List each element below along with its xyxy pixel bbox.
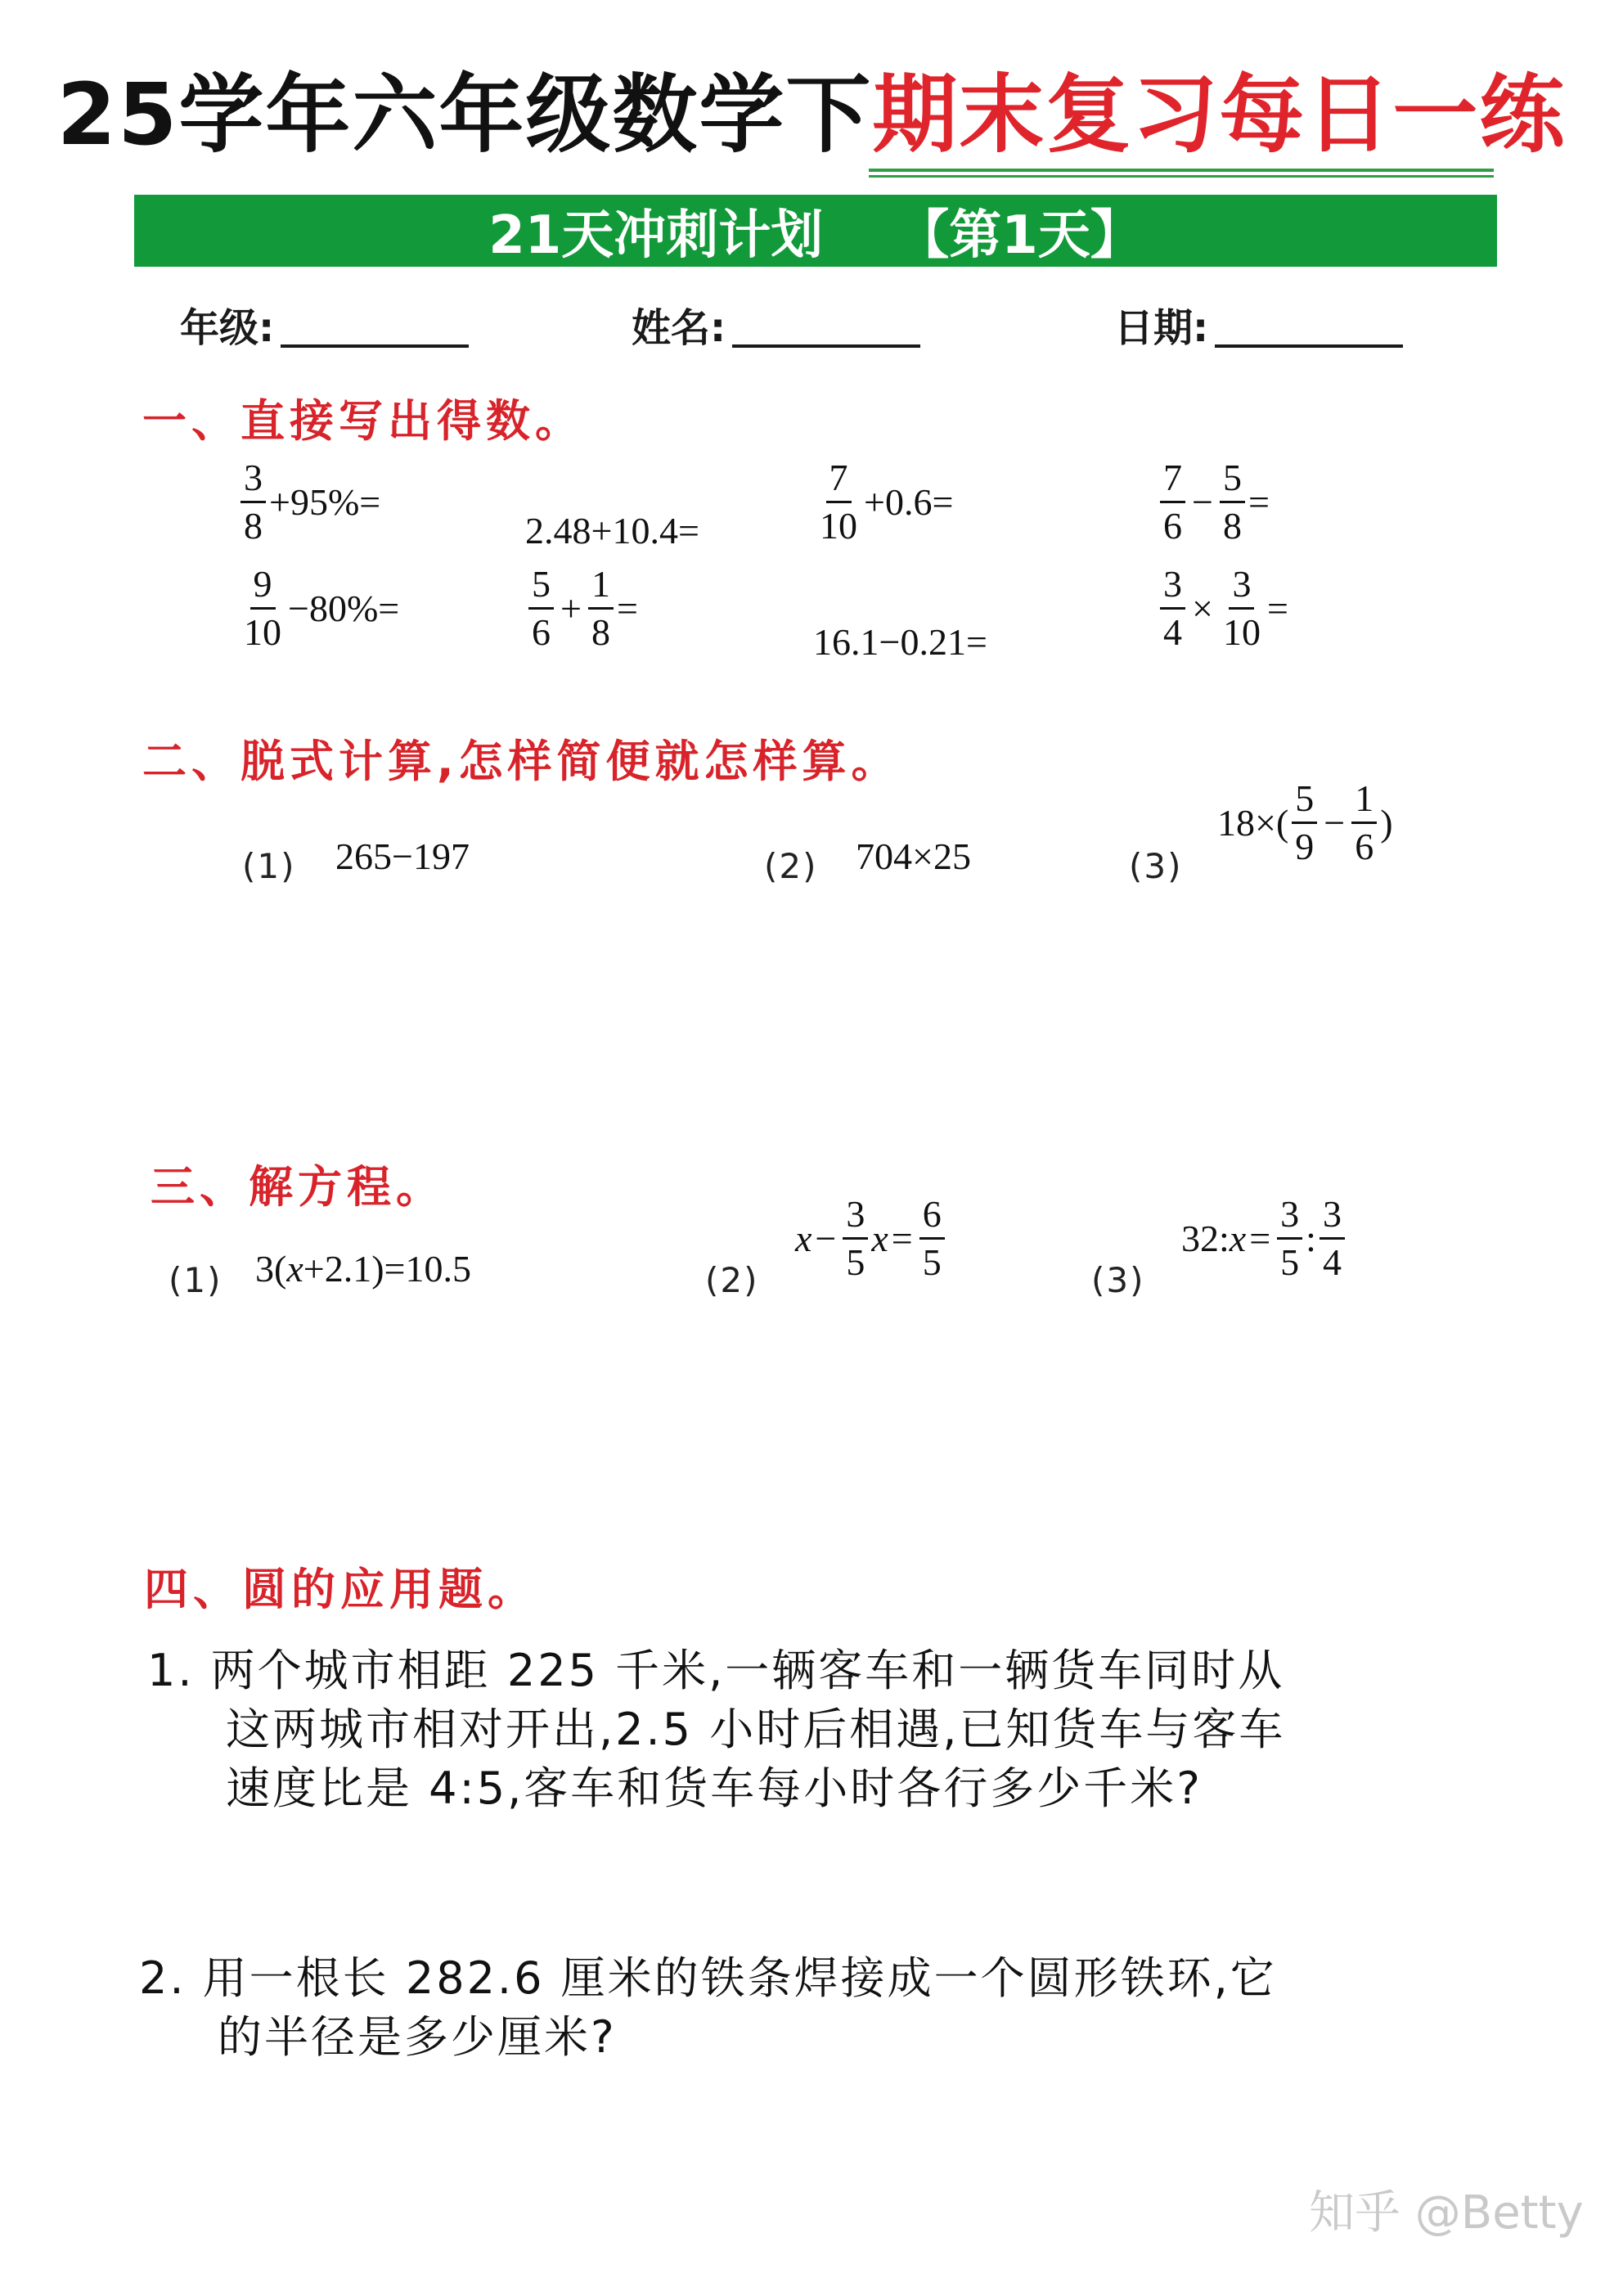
s2-item-1: 265−197 <box>335 835 470 877</box>
s2-item-2: 704×25 <box>856 835 971 877</box>
date-blank[interactable] <box>1215 344 1403 348</box>
fraction: $\frac{5}{9}$ <box>1292 779 1317 867</box>
fraction: $\frac{3}{8}$ <box>241 458 266 547</box>
section3-heading: 三、解方程。 <box>151 1161 445 1213</box>
s2-item-3: 18×( $\frac{5}{9}$ − $\frac{1}{6}$ ) <box>1217 777 1393 868</box>
problem-line: 1. 两个城市相距 225 千米,一辆客车和一辆货车同时从 <box>147 1645 1285 1696</box>
problem-line: 这两城市相对开出,2.5 小时后相遇,已知货车与客车 <box>226 1704 1286 1755</box>
date-label: 日期: <box>1114 305 1209 351</box>
section2-heading: 二、脱式计算,怎样简便就怎样算。 <box>142 736 901 787</box>
s1-item-4: $\frac{7}{6}$ − $\frac{5}{8}$ = <box>1157 458 1270 547</box>
fraction: $\frac{5}{6}$ <box>528 565 554 653</box>
watermark: 知乎 @Betty <box>1309 2186 1584 2240</box>
fraction: $\frac{6}{5}$ <box>919 1195 945 1283</box>
s1-item-3: $\frac{7}{10}$ +0.6= <box>813 458 953 547</box>
title-underline-second <box>869 175 1494 178</box>
name-field <box>632 296 920 353</box>
grade-field <box>180 296 469 353</box>
fraction: $\frac{3}{4}$ <box>1160 565 1185 653</box>
fraction: $\frac{7}{6}$ <box>1160 458 1185 547</box>
s3-item-3: 32: x = $\frac{3}{5}$ : $\frac{3}{4}$ <box>1181 1195 1348 1283</box>
banner-plan-text: 21天冲刺计划 <box>488 205 824 266</box>
banner-day-text: 【第1天】 <box>897 205 1143 266</box>
s2-label-2: (2) <box>764 846 818 886</box>
s3-label-2: (2) <box>705 1260 759 1300</box>
section4-heading: 四、圆的应用题。 <box>144 1564 537 1615</box>
name-blank[interactable] <box>732 344 920 348</box>
fraction: $\frac{1}{8}$ <box>588 565 614 653</box>
section1-heading: 一、直接写出得数。 <box>142 395 584 447</box>
s3-label-3: (3) <box>1091 1260 1145 1300</box>
s1-item-5: $\frac{9}{10}$ −80%= <box>237 565 399 653</box>
problem-line: 2. 用一根长 282.6 厘米的铁条焊接成一个圆形铁环,它 <box>139 1952 1277 2004</box>
s1-item-2: 2.48+10.4= <box>525 510 699 551</box>
title-red-part: 期末复习每日一练 <box>872 65 1567 164</box>
fraction: $\frac{5}{8}$ <box>1220 458 1245 547</box>
problem-line: 速度比是 4:5,客车和货车每小时各行多少千米? <box>226 1763 1203 1814</box>
page-title <box>0 65 1623 164</box>
plan-banner <box>134 195 1497 267</box>
date-field <box>1114 296 1403 353</box>
fraction: $\frac{3}{4}$ <box>1320 1195 1345 1283</box>
s3-label-1: (1) <box>169 1260 223 1300</box>
fraction: $\frac{7}{10}$ <box>820 457 857 547</box>
s3-item-1: 3( x +2.1)=10.5 <box>255 1248 471 1290</box>
title-underline <box>869 169 1494 172</box>
s1-item-6: $\frac{5}{6}$ + $\frac{1}{8}$ = <box>525 565 638 653</box>
s1-item-8: $\frac{3}{4}$ × $\frac{3}{10}$ = <box>1157 565 1288 653</box>
title-black-part: 25学年六年级数学下 <box>56 65 873 164</box>
fraction: $\frac{9}{10}$ <box>244 563 281 654</box>
fraction: $\frac{3}{5}$ <box>843 1195 868 1283</box>
problem-line: 的半径是多少厘米? <box>218 2011 617 2063</box>
s2-label-1: (1) <box>242 846 296 886</box>
s1-item-1: $\frac{3}{8}$ +95%= <box>237 458 380 547</box>
s3-item-2: x − $\frac{3}{5}$ x = $\frac{6}{5}$ <box>795 1195 948 1283</box>
fraction: $\frac{1}{6}$ <box>1351 779 1377 867</box>
s1-item-7: 16.1−0.21= <box>813 621 987 663</box>
word-problem-2 <box>139 1949 1277 2067</box>
name-label: 姓名: <box>632 305 726 351</box>
s2-label-3: (3) <box>1129 846 1183 886</box>
fraction: $\frac{3}{5}$ <box>1277 1195 1302 1283</box>
grade-label: 年级: <box>180 305 275 351</box>
fraction: $\frac{3}{10}$ <box>1222 563 1261 654</box>
word-problem-1 <box>147 1641 1285 1818</box>
grade-blank[interactable] <box>281 344 469 348</box>
